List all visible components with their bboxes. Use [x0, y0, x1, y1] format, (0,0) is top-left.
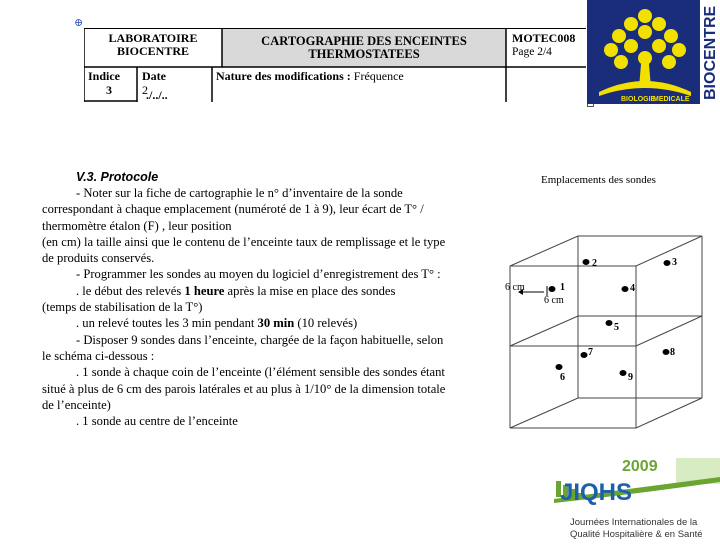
document-title: CARTOGRAPHIE DES ENCEINTES THERMOSTATEES: [261, 34, 467, 61]
probe-7-label: 7: [588, 347, 593, 358]
anchor-icon: ⊕: [74, 17, 84, 29]
probe-3-dot: [664, 260, 671, 266]
probe-8-label: 8: [670, 347, 675, 358]
dim-left-label: 6 cm: [505, 282, 525, 293]
biocentre-logo-graphic: [587, 0, 720, 104]
jiqhs-year: 2009: [622, 458, 658, 475]
diagram-caption: Emplacements des sondes: [541, 174, 656, 186]
probe-5-label: 5: [614, 322, 619, 333]
jiqhs-line-2: Qualité Hospitalière & en Santé: [570, 529, 703, 540]
modifications: Nature des modifications : Fréquence: [216, 69, 404, 83]
logo-left-caption: BIOLOGIE: [621, 96, 656, 103]
doc-code: MOTEC008: [512, 31, 576, 45]
index-label: Indice: [88, 69, 121, 83]
probe-8-dot: [663, 349, 670, 355]
probe-6-dot: [556, 364, 563, 370]
document-header-table: [84, 28, 586, 102]
probe-2-label: 2: [592, 258, 597, 269]
probe-6-label: 6: [560, 372, 565, 383]
protocol-text: - Noter sur la fiche de cartographie le n° d’inventaire de la sonde correspondant à chaque emplacement (numéroté de 1 à 9), leur écart de T° / thermomètre étalon (F) , leur position (en cm) la taille ainsi que le contenu de l’enceinte taux de remplissage et le type de produits conservés. - Programmer les sondes au moyen du logiciel d’enregistrement des T° : . le début des relevés 1 heure après la mise en place des sondes (temps de stabilisation de la T°) . un relevé toutes les 3 min pendant 30 min (10 relevés) - Disposer 9 sondes dans l’enceinte, chargée de la façon habituelle, selon le schéma ci-dessous : . 1 sonde à chaque coin de l’enceinte (l’élément sensible des sondes étant situé à plus de 6 cm des parois latérales et au plus à 1/10° de la dimension totale de l’enceinte) . 1 sonde au centre de l’enceinte: [42, 186, 446, 429]
dim-bottom-label: 6 cm: [544, 295, 564, 306]
probe-9-dot: [620, 370, 627, 376]
jiqhs-line-1: Journées Internationales de la: [570, 517, 698, 528]
probe-3-label: 3: [672, 257, 677, 268]
logo-vertical-text: BIOCENTRE: [702, 5, 719, 100]
enclosure-diagram: [500, 212, 710, 452]
jiqhs-logo-graphic: [548, 455, 720, 540]
probe-4-label: 4: [630, 283, 635, 294]
date-value: ./../..: [146, 88, 168, 102]
page-number: Page 2/4: [512, 46, 552, 58]
jiqhs-logo: [548, 455, 720, 540]
probe-4-dot: [622, 286, 629, 292]
probe-1-dot: [549, 286, 556, 292]
probe-9-label: 9: [628, 372, 633, 383]
probe-1-label: 1: [560, 282, 565, 293]
logo-right-caption: MEDICALE: [653, 96, 690, 103]
probe-7-dot: [581, 352, 588, 358]
biocentre-logo: [587, 0, 720, 104]
date-digit: 2: [142, 83, 148, 97]
probe-5-dot: [606, 320, 613, 326]
index-value: 3: [106, 83, 112, 97]
probe-2-dot: [583, 259, 590, 265]
jiqhs-acronym: JIQHS: [560, 479, 633, 506]
lab-name: LABORATOIRE BIOCENTRE: [108, 31, 198, 58]
section-title: V.3. Protocole: [76, 170, 159, 184]
date-label: Date: [142, 69, 166, 83]
